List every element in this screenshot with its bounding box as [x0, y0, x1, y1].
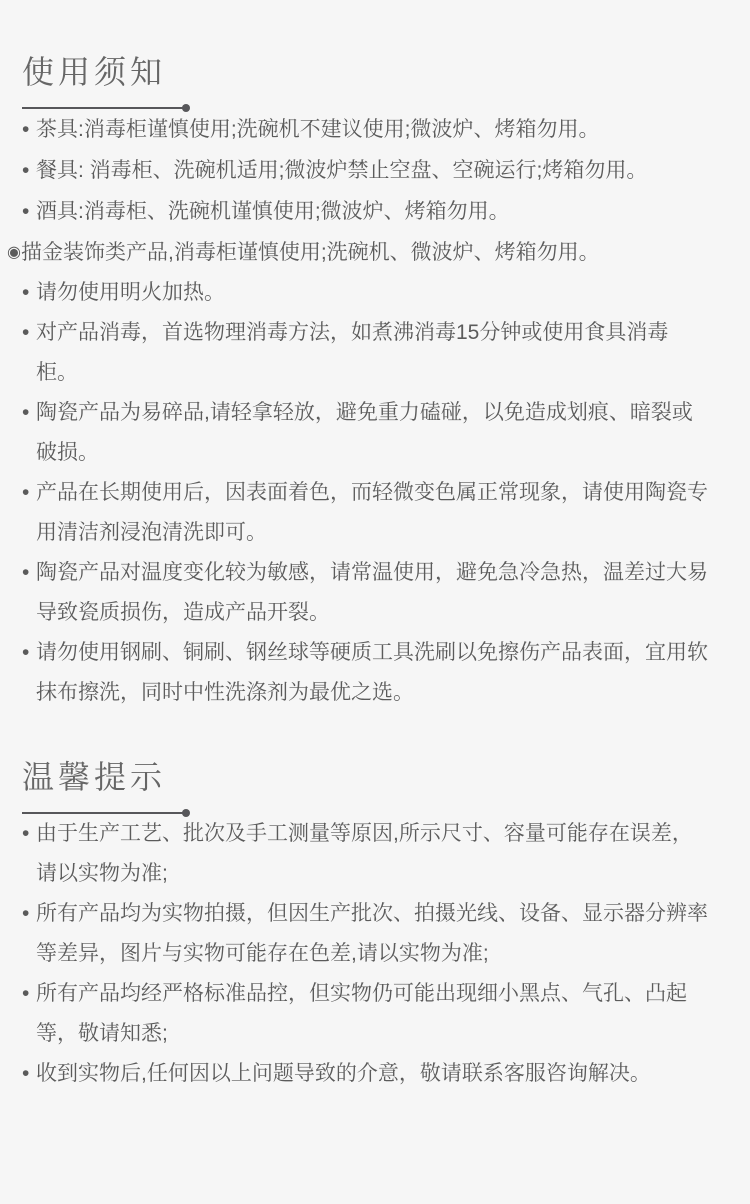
ring-bullet-icon: ◉ — [7, 244, 21, 261]
care-note-item — [22, 313, 708, 393]
tip-item — [22, 814, 708, 894]
care-note-item — [22, 393, 708, 473]
care-note-text: 陶瓷产品为易碎品,请轻拿轻放，避免重力磕碰，以免造成划痕、暗裂或破损。 — [36, 401, 693, 464]
usage-category-item — [22, 191, 708, 232]
care-notes-list — [22, 273, 708, 713]
tip-text: 由于生产工艺、批次及手工测量等原因,所示尺寸、容量可能存在误差，请以实物为准; — [36, 822, 693, 885]
bullet-icon: • — [22, 982, 30, 1005]
tip-text: 所有产品均经严格标准品控，但实物仍可能出现细小黑点、气孔、凸起等，敬请知悉; — [36, 982, 687, 1045]
bullet-icon: • — [22, 159, 30, 182]
usage-category-item-gilded — [7, 232, 708, 273]
usage-category-text: 酒具:消毒柜、洗碗机谨慎使用;微波炉、烤箱勿用。 — [36, 200, 510, 223]
care-note-item — [22, 553, 708, 633]
usage-category-text: 餐具: 消毒柜、洗碗机适用;微波炉禁止空盘、空碗运行;烤箱勿用。 — [36, 159, 648, 182]
usage-notice-title: 使用须知 — [22, 54, 167, 90]
bullet-icon: • — [22, 1062, 30, 1085]
bullet-icon: • — [22, 281, 30, 304]
care-note-item — [22, 633, 708, 713]
usage-category-text: 描金装饰类产品,消毒柜谨慎使用;洗碗机、微波炉、烤箱勿用。 — [21, 241, 600, 264]
tip-item — [22, 974, 708, 1054]
care-note-item — [22, 273, 708, 313]
tip-item — [22, 894, 708, 974]
usage-category-list — [7, 109, 708, 273]
bullet-icon: • — [22, 561, 30, 584]
warm-tips-title: 温馨提示 — [22, 759, 167, 795]
care-note-text: 陶瓷产品对温度变化较为敏感，请常温使用，避免急冷急热，温差过大易导致瓷质损伤，造成产品开裂。 — [36, 561, 708, 624]
bullet-icon: • — [22, 200, 30, 223]
care-note-text: 产品在长期使用后，因表面着色，而轻微变色属正常现象，请使用陶瓷专用清洁剂浸泡清洗即可。 — [36, 481, 708, 544]
care-note-text: 对产品消毒，首选物理消毒方法，如煮沸消毒15分钟或使用食具消毒柜。 — [36, 321, 669, 384]
tip-text: 所有产品均为实物拍摄，但因生产批次、拍摄光线、设备、显示器分辨率等差异，图片与实物可能存在色差,请以实物为准; — [36, 902, 708, 965]
tip-item — [22, 1054, 708, 1094]
bullet-icon: • — [22, 822, 30, 845]
tip-text: 收到实物后,任何因以上问题导致的介意，敬请联系客服咨询解决。 — [36, 1062, 651, 1085]
care-note-text: 请勿使用明火加热。 — [36, 281, 225, 304]
usage-category-item — [22, 150, 708, 191]
care-note-item — [22, 473, 708, 553]
bullet-icon: • — [22, 481, 30, 504]
care-note-text: 请勿使用钢刷、铜刷、钢丝球等硬质工具洗刷以免擦伤产品表面，宜用软抹布擦洗，同时中性洗涤剂为最优之选。 — [36, 641, 708, 704]
usage-category-item — [22, 109, 708, 150]
bullet-icon: • — [22, 118, 30, 141]
usage-category-text: 茶具:消毒柜谨慎使用;洗碗机不建议使用;微波炉、烤箱勿用。 — [36, 118, 600, 141]
warm-tips-header — [22, 759, 728, 814]
bullet-icon: • — [22, 401, 30, 424]
bullet-icon: • — [22, 321, 30, 344]
warm-tips-list — [22, 814, 708, 1094]
usage-notice-header — [22, 54, 728, 109]
bullet-icon: • — [22, 902, 30, 925]
bullet-icon: • — [22, 641, 30, 664]
